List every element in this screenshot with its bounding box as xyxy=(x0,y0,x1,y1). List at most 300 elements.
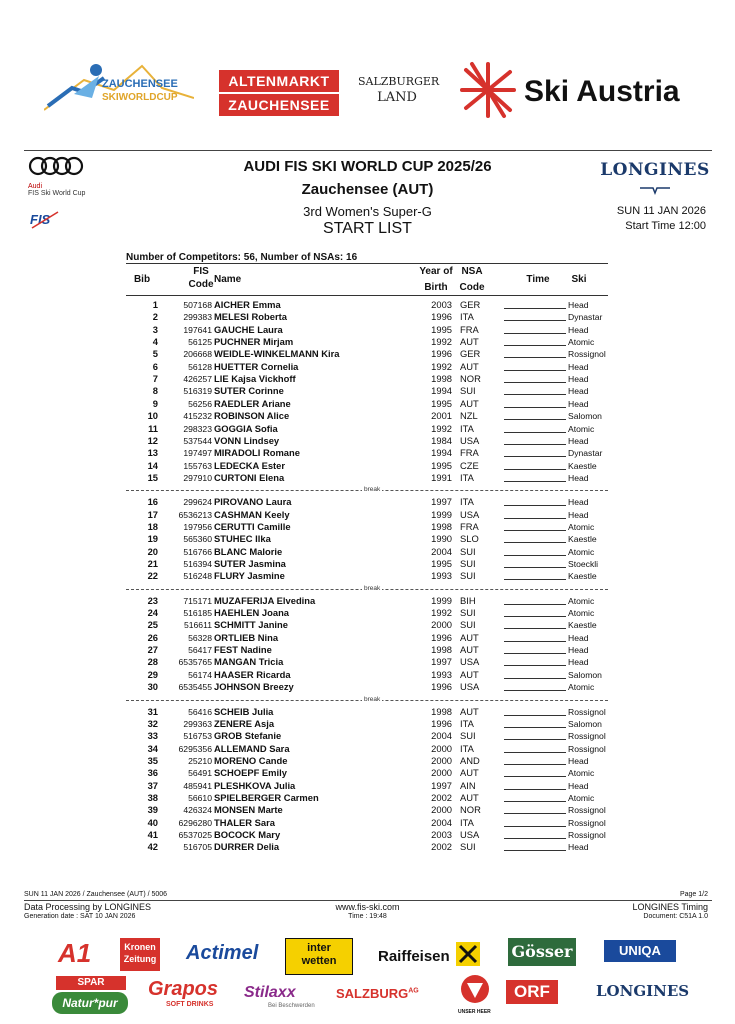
year-of-birth-cell: 1991 xyxy=(431,471,452,483)
nsa-code-cell: AUT xyxy=(460,791,479,803)
table-row xyxy=(126,546,608,558)
name-cell: SCHMITT Janine xyxy=(214,619,288,631)
nsa-code-cell: ITA xyxy=(460,311,474,323)
raiffeisen-icon xyxy=(456,942,480,966)
year-of-birth-cell: 2000 xyxy=(431,742,452,754)
table-row xyxy=(126,558,608,570)
time-line xyxy=(504,407,566,408)
name-cell: SUTER Corinne xyxy=(214,385,284,397)
name-cell: GOGGIA Sofia xyxy=(214,422,278,434)
time-line xyxy=(504,505,566,506)
nsa-code-cell: USA xyxy=(460,681,480,693)
table-row xyxy=(126,373,608,385)
time-line xyxy=(504,752,566,753)
table-row xyxy=(126,385,608,397)
table-row xyxy=(126,447,608,459)
year-of-birth-cell: 1990 xyxy=(431,533,452,545)
fis-code-cell: 516705 xyxy=(183,842,212,853)
name-cell: MANGAN Tricia xyxy=(214,656,284,668)
nsa-code-cell: AUT xyxy=(460,360,479,372)
year-of-birth-cell: 1999 xyxy=(431,594,452,606)
ski-cell: Head xyxy=(568,657,589,668)
inter-text: inter xyxy=(307,942,331,954)
time-line xyxy=(504,715,566,716)
time-line xyxy=(504,357,566,358)
col-name: Name xyxy=(214,274,242,285)
year-of-birth-cell: 2002 xyxy=(431,841,452,853)
time-line xyxy=(504,518,566,519)
fis-code-cell: 197641 xyxy=(183,324,212,335)
fis-code-cell: 516248 xyxy=(183,571,212,582)
bib-cell: 9 xyxy=(152,397,158,409)
time-line xyxy=(504,789,566,790)
time-line xyxy=(504,850,566,851)
table-row xyxy=(126,767,608,779)
name-cell: DURRER Delia xyxy=(214,841,280,853)
nsa-code-cell: FRA xyxy=(460,447,479,459)
salzburg-ag-text: SALZBURG xyxy=(336,986,409,1001)
year-of-birth-cell: 1994 xyxy=(431,385,452,397)
nsa-code-cell: USA xyxy=(460,508,480,520)
name-cell: PUCHNER Mirjam xyxy=(214,336,294,348)
fis-code-cell: 56128 xyxy=(188,361,212,372)
year-of-birth-cell: 2000 xyxy=(431,619,452,631)
name-cell: BOCOCK Mary xyxy=(214,829,281,840)
year-of-birth-cell: 2003 xyxy=(431,829,452,840)
a1-logo: A1 xyxy=(58,938,92,968)
year-of-birth-cell: 1996 xyxy=(431,717,452,729)
bib-cell: 25 xyxy=(147,619,158,631)
bib-cell: 3 xyxy=(152,323,158,335)
bib-cell: 14 xyxy=(147,459,158,471)
salzburger-text: SALZBURGER xyxy=(358,75,440,88)
table-row xyxy=(126,324,608,336)
footer-generation-date: Generation date : SAT 10 JAN 2026 xyxy=(24,913,136,920)
group-break xyxy=(126,584,608,594)
ski-cell: Stoeckli xyxy=(568,559,599,569)
col-yob-1: Year of xyxy=(419,266,453,277)
nsa-code-cell: AUT xyxy=(460,397,479,409)
unser-heer-shield-icon xyxy=(460,974,490,1004)
nsa-code-cell: ITA xyxy=(460,717,474,729)
bib-cell: 27 xyxy=(147,644,158,656)
ski-cell: Head xyxy=(568,386,589,397)
year-of-birth-cell: 2003 xyxy=(431,299,452,310)
nsa-code-cell: FRA xyxy=(460,323,479,335)
ski-cell: Head xyxy=(568,755,589,766)
time-line xyxy=(504,530,566,531)
name-cell: VONN Lindsey xyxy=(214,434,280,446)
table-header-rule-bottom xyxy=(126,295,608,296)
fis-code-cell: 56125 xyxy=(188,337,212,348)
name-cell: STUHEC Ilka xyxy=(214,533,271,545)
ski-austria-text: Ski Austria xyxy=(524,75,680,108)
fis-code-cell: 56491 xyxy=(188,768,212,779)
footer-processing: Data Processing by LONGINES xyxy=(24,902,152,912)
bib-cell: 10 xyxy=(147,410,158,422)
bib-cell: 15 xyxy=(147,471,158,483)
year-of-birth-cell: 1994 xyxy=(431,447,452,459)
col-nsa-2: Code xyxy=(459,282,485,293)
salzburger-land-logo xyxy=(358,64,440,120)
fis-code-cell: 516766 xyxy=(183,546,212,557)
time-line xyxy=(504,776,566,777)
nsa-code-cell: SUI xyxy=(460,841,476,853)
name-cell: MUZAFERIJA Elvedina xyxy=(214,594,316,606)
fis-code-cell: 155763 xyxy=(183,460,212,471)
name-cell: GAUCHE Laura xyxy=(214,323,283,335)
time-line xyxy=(504,481,566,482)
table-row xyxy=(126,632,608,644)
name-cell: ALLEMAND Sara xyxy=(214,742,290,754)
table-row xyxy=(126,718,608,730)
year-of-birth-cell: 1998 xyxy=(431,705,452,717)
bib-cell: 34 xyxy=(147,742,158,754)
venue-title: Zauchensee (AUT) xyxy=(301,181,434,198)
ski-cell: Rossignol xyxy=(568,349,606,360)
fis-code-cell: 56610 xyxy=(188,792,212,803)
list-type-title: START LIST xyxy=(323,220,412,237)
time-line xyxy=(504,320,566,321)
time-line xyxy=(504,419,566,420)
footer-event-ref: SUN 11 JAN 2026 / Zauchensee (AUT) / 5006 xyxy=(24,891,168,898)
year-of-birth-cell: 1996 xyxy=(431,348,452,360)
nsa-code-cell: SUI xyxy=(460,619,476,631)
nsa-code-cell: SUI xyxy=(460,385,476,397)
competitors-summary: Number of Competitors: 56, Number of NSAs: 16 xyxy=(126,252,358,263)
table-row xyxy=(126,780,608,792)
nsa-code-cell: FRA xyxy=(460,520,479,532)
year-of-birth-cell: 1992 xyxy=(431,360,452,372)
nsa-code-cell: NOR xyxy=(460,373,481,385)
ski-cell: Head xyxy=(568,632,589,643)
name-cell: CERUTTI Camille xyxy=(214,520,291,532)
name-cell: AICHER Emma xyxy=(214,299,281,310)
year-of-birth-cell: 1992 xyxy=(431,336,452,348)
land-text: LAND xyxy=(377,90,417,105)
bib-cell: 36 xyxy=(147,767,158,779)
nsa-code-cell: AUT xyxy=(460,668,479,680)
raiffeisen-gable-icon xyxy=(456,942,480,966)
nsa-code-cell: AUT xyxy=(460,705,479,717)
bib-cell: 2 xyxy=(152,311,158,323)
nsa-code-cell: NZL xyxy=(460,410,478,422)
fis-code-cell: 426257 xyxy=(183,374,212,385)
zauchensee-text: ZAUCHENSEE xyxy=(102,78,178,90)
nsa-code-cell: USA xyxy=(460,829,480,840)
time-line xyxy=(504,801,566,802)
bib-cell: 24 xyxy=(147,607,158,619)
year-of-birth-cell: 2004 xyxy=(431,545,452,557)
nsa-code-cell: SLO xyxy=(460,533,479,545)
nsa-code-cell: ITA xyxy=(460,742,474,754)
audi-subtitle: FIS Ski World Cup xyxy=(28,190,86,197)
year-of-birth-cell: 1984 xyxy=(431,434,452,446)
nsa-code-cell: SUI xyxy=(460,730,476,742)
ski-cell: Head xyxy=(568,361,589,372)
bib-cell: 33 xyxy=(147,730,158,742)
event-date: SUN 11 JAN 2026 xyxy=(616,205,706,217)
year-of-birth-cell: 2000 xyxy=(431,754,452,766)
year-of-birth-cell: 1997 xyxy=(431,779,452,791)
footer-page: Page 1/2 xyxy=(679,891,708,898)
name-cell: WEIDLE-WINKELMANN Kira xyxy=(214,348,340,360)
longines-wings-icon xyxy=(640,185,670,195)
time-line xyxy=(504,579,566,580)
table-row xyxy=(126,311,608,323)
time-line xyxy=(504,739,566,740)
bib-cell: 23 xyxy=(147,594,158,606)
break-label: break xyxy=(364,584,381,592)
longines-sponsor-logo: LONGINES xyxy=(596,982,690,1000)
bib-cell: 13 xyxy=(147,447,158,459)
year-of-birth-cell: 1998 xyxy=(431,373,452,385)
nsa-code-cell: BIH xyxy=(460,594,476,606)
ski-cell: Rossignol xyxy=(568,743,606,754)
fis-code-cell: 56417 xyxy=(188,645,212,656)
bib-cell: 6 xyxy=(152,360,158,372)
bib-cell: 31 xyxy=(147,705,158,717)
nsa-code-cell: SUI xyxy=(460,545,476,557)
name-cell: MONSEN Marte xyxy=(214,804,283,816)
nsa-code-cell: CZE xyxy=(460,459,479,471)
fis-code-cell: 299383 xyxy=(183,312,212,323)
ski-cell: Atomic xyxy=(568,521,595,532)
bib-cell: 29 xyxy=(147,668,158,680)
ski-cell: Rossignol xyxy=(568,805,606,816)
fis-code-cell: 56256 xyxy=(188,398,212,409)
fis-code-cell: 6536213 xyxy=(178,509,212,520)
table-row xyxy=(126,336,608,348)
bib-cell: 40 xyxy=(147,816,158,828)
table-row xyxy=(126,348,608,360)
bib-cell: 28 xyxy=(147,656,158,668)
year-of-birth-cell: 2004 xyxy=(431,816,452,828)
name-cell: LEDECKA Ester xyxy=(214,459,286,471)
table-row xyxy=(126,299,608,311)
fis-code-cell: 426324 xyxy=(183,805,212,816)
ski-cell: Atomic xyxy=(568,423,595,434)
salzburg-ag-logo xyxy=(336,986,419,1001)
table-row xyxy=(126,398,608,410)
ski-cell: Atomic xyxy=(568,546,595,557)
nsa-code-cell: AUT xyxy=(460,336,479,348)
table-row xyxy=(126,706,608,718)
nsa-code-cell: NOR xyxy=(460,804,481,816)
name-cell: THALER Sara xyxy=(214,816,275,828)
table-row xyxy=(126,669,608,681)
year-of-birth-cell: 2002 xyxy=(431,791,452,803)
unser-heer-logo xyxy=(458,974,491,1015)
time-line xyxy=(504,370,566,371)
name-cell: GROB Stefanie xyxy=(214,730,282,742)
bib-cell: 8 xyxy=(152,385,158,397)
name-cell: ZENERE Asja xyxy=(214,717,275,729)
time-line xyxy=(504,813,566,814)
time-line xyxy=(504,678,566,679)
time-line xyxy=(504,456,566,457)
bib-cell: 4 xyxy=(152,336,158,348)
name-cell: ORTLIEB Nina xyxy=(214,631,279,643)
year-of-birth-cell: 1999 xyxy=(431,508,452,520)
goesser-logo: Gösser xyxy=(508,938,576,966)
stilaxx-logo: Stilaxx xyxy=(244,984,296,1001)
start-time: Start Time 12:00 xyxy=(625,220,706,232)
table-row xyxy=(126,804,608,816)
fis-code-cell: 6537025 xyxy=(178,830,212,840)
ski-cell: Head xyxy=(568,780,589,791)
name-cell: SCHEIB Julia xyxy=(214,705,274,717)
fis-code-cell: 516185 xyxy=(183,608,212,619)
year-of-birth-cell: 1996 xyxy=(431,681,452,693)
time-line xyxy=(504,653,566,654)
bib-cell: 5 xyxy=(152,348,158,360)
year-of-birth-cell: 2000 xyxy=(431,767,452,779)
raiffeisen-logo: Raiffeisen xyxy=(378,948,450,965)
name-cell: HUETTER Cornelia xyxy=(214,360,299,372)
table-row xyxy=(126,423,608,435)
fis-code-cell: 6296280 xyxy=(178,817,212,828)
name-cell: MELESI Roberta xyxy=(214,311,287,323)
fis-code-cell: 197956 xyxy=(183,521,212,532)
year-of-birth-cell: 1995 xyxy=(431,459,452,471)
kronen-zeitung-logo xyxy=(120,938,160,971)
table-row xyxy=(126,509,608,521)
fis-code-cell: 197497 xyxy=(183,448,212,459)
ski-cell: Kaestle xyxy=(568,534,597,545)
table-row xyxy=(126,792,608,804)
name-cell: FLURY Jasmine xyxy=(214,570,285,582)
col-fis-2: Code xyxy=(188,279,214,290)
fis-code-cell: 25210 xyxy=(188,755,212,766)
interwetten-logo xyxy=(285,938,353,975)
nsa-code-cell: AUT xyxy=(460,631,479,643)
fis-code-cell: 206668 xyxy=(183,349,212,360)
nsa-code-cell: USA xyxy=(460,656,480,668)
table-row xyxy=(126,644,608,656)
actimel-logo: Actimel xyxy=(186,942,259,964)
col-bib: Bib xyxy=(133,274,151,285)
fis-code-cell: 507168 xyxy=(183,300,212,310)
table-row xyxy=(126,595,608,607)
table-row xyxy=(126,743,608,755)
name-cell: SCHOEPF Emily xyxy=(214,767,287,779)
ski-cell: Head xyxy=(568,300,589,310)
break-label: break xyxy=(364,695,381,703)
spar-logo: SPAR xyxy=(56,976,126,990)
ski-cell: Dynastar xyxy=(568,448,603,459)
name-cell: MORENO Cande xyxy=(214,754,288,766)
nsa-code-cell: AIN xyxy=(460,779,476,791)
time-line xyxy=(504,838,566,839)
col-ski: Ski xyxy=(571,274,587,285)
fis-code-cell: 565360 xyxy=(183,534,212,545)
footer-website[interactable]: www.fis-ski.com xyxy=(335,902,400,912)
year-of-birth-cell: 1997 xyxy=(431,496,452,508)
time-line xyxy=(504,628,566,629)
bib-cell: 38 xyxy=(147,791,158,803)
bib-cell: 19 xyxy=(147,533,158,545)
name-cell: CASHMAN Keely xyxy=(214,508,290,520)
ski-cell: Atomic xyxy=(568,682,595,693)
ski-cell: Kaestle xyxy=(568,460,597,471)
ski-austria-star-icon xyxy=(458,60,518,120)
time-line xyxy=(504,542,566,543)
year-of-birth-cell: 1992 xyxy=(431,422,452,434)
ski-cell: Atomic xyxy=(568,595,595,606)
table-row xyxy=(126,656,608,668)
altenmarkt-text: ALTENMARKT xyxy=(219,70,339,92)
skiworldcup-text: SKIWORLDCUP xyxy=(102,92,178,103)
table-row xyxy=(126,730,608,742)
year-of-birth-cell: 1995 xyxy=(431,323,452,335)
time-line xyxy=(504,764,566,765)
ski-cell: Atomic xyxy=(568,768,595,779)
year-of-birth-cell: 1993 xyxy=(431,570,452,582)
zauchensee-skiworldcup-logo xyxy=(44,58,194,118)
bib-cell: 26 xyxy=(147,631,158,643)
table-row xyxy=(126,472,608,484)
nsa-code-cell: AUT xyxy=(460,644,479,656)
year-of-birth-cell: 1993 xyxy=(431,668,452,680)
salzburg-ag-sup: AG xyxy=(408,987,419,995)
kronen-text: Kronen xyxy=(124,942,156,952)
ski-cell: Head xyxy=(568,435,589,446)
header-rule-top xyxy=(24,150,712,151)
ski-cell: Rossignol xyxy=(568,817,606,828)
year-of-birth-cell: 1997 xyxy=(431,656,452,668)
bib-cell: 37 xyxy=(147,779,158,791)
name-cell: PLESHKOVA Julia xyxy=(214,779,296,791)
longines-text: LONGINES xyxy=(600,160,710,180)
table-row xyxy=(126,521,608,533)
name-cell: PIROVANO Laura xyxy=(214,496,292,508)
bib-cell: 7 xyxy=(152,373,158,385)
fis-code-cell: 298323 xyxy=(183,423,212,434)
year-of-birth-cell: 1995 xyxy=(431,558,452,569)
time-line xyxy=(504,641,566,642)
fis-code-cell: 6535765 xyxy=(178,657,212,668)
nsa-code-cell: ITA xyxy=(460,816,474,828)
year-of-birth-cell: 1996 xyxy=(431,311,452,323)
time-line xyxy=(504,826,566,827)
group-break xyxy=(126,695,608,705)
grapos-subtitle: SOFT DRINKS xyxy=(166,1001,214,1008)
nsa-code-cell: USA xyxy=(460,434,480,446)
table-row xyxy=(126,570,608,582)
bib-cell: 12 xyxy=(147,434,158,446)
year-of-birth-cell: 2001 xyxy=(431,410,452,422)
time-line xyxy=(504,604,566,605)
fis-code-cell: 56174 xyxy=(188,669,212,680)
fis-code-cell: 56328 xyxy=(188,632,212,643)
year-of-birth-cell: 1996 xyxy=(431,631,452,643)
ski-cell: Head xyxy=(568,842,589,853)
fis-code-cell: 516753 xyxy=(183,731,212,742)
bib-cell: 42 xyxy=(147,841,158,853)
ski-cell: Rossignol xyxy=(568,706,606,717)
year-of-birth-cell: 1998 xyxy=(431,520,452,532)
nsa-code-cell: ITA xyxy=(460,422,474,434)
ski-cell: Rossignol xyxy=(568,830,606,840)
name-cell: HAEHLEN Joana xyxy=(214,607,290,619)
name-cell: JOHNSON Breezy xyxy=(214,681,294,693)
time-line xyxy=(504,333,566,334)
year-of-birth-cell: 1992 xyxy=(431,607,452,619)
table-row xyxy=(126,533,608,545)
event-title: 3rd Women's Super-G xyxy=(303,204,432,219)
uniqa-logo: UNIQA xyxy=(604,940,676,962)
